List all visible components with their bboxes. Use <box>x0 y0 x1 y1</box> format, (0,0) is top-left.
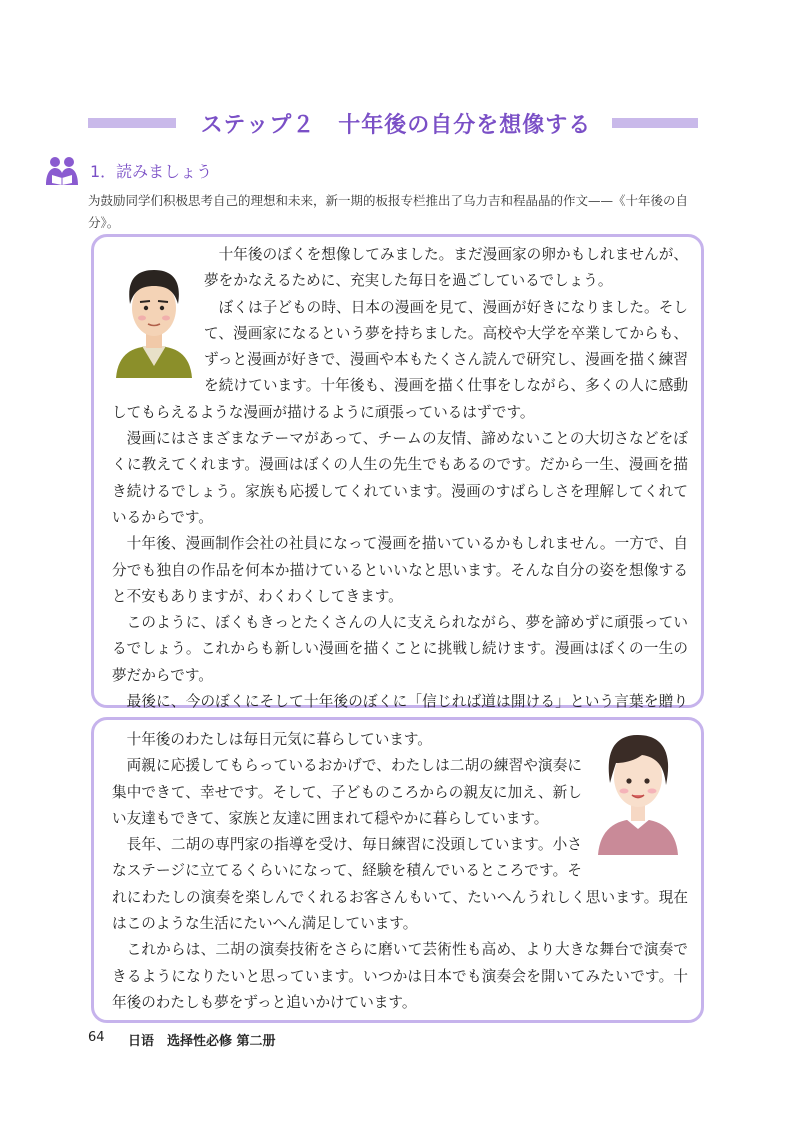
essay-box-2 <box>91 717 704 1023</box>
girl-portrait-icon <box>588 687 688 873</box>
essay-2-content <box>112 727 688 1016</box>
essay-2-paragraph: 両親に応援してもらっているおかげで、わたしは二胡の練習や演奏に集中できて、幸せです。そして、子どものころからの親友に加え、新しい友達もできて、家族と友達に囲まれて穏やかに暮らしています。 <box>112 757 582 827</box>
essay-1-paragraph: 十年後、漫画制作会社の社員になって漫画を描いているかもしれません。一方で、自分でも独自の作品を何本か描けているといいなと思います。そんな自分の姿を想像すると不安もありますが、わくわくしてきます。 <box>112 535 688 605</box>
essay-1-paragraph: このように、ぼくもきっとたくさんの人に支えられながら、夢を諦めずに頑張っているでしょう。これからも新しい漫画を描くことに挑戦し続けます。漫画はぼくの一生の夢だからです。 <box>112 614 688 684</box>
boy-portrait-icon <box>112 242 196 378</box>
essay-1-paragraph: 最後に、今のぼくにそして十年後のぼくに「信じれば道は開ける」という言葉を贈り <box>126 693 688 711</box>
essay-1-paragraph: 漫画にはさまざまなテーマがあって、チームの友情、諦めないことの大切さなどをぼくに教えてくれます。漫画はぼくの人生の先生でもあるのです。だから一生、漫画を描き続けるでしょう。家族も応援してくれています。漫画のすばらしさを理解してくれているからです。 <box>112 430 688 526</box>
essay-1-content <box>112 242 688 742</box>
title-decor-bar-right <box>612 118 698 128</box>
intro-text <box>88 190 698 234</box>
book-title: 日语 选择性必修 第二册 <box>128 1034 276 1049</box>
essay-2-paragraph: これからは、二胡の演奏技術をさらに磨いて芸術性も高め、より大きな舞台で演奏できるようになりたいと思っています。いつかは日本でも演奏会を開いてみたいです。十年後のわたしも夢をずっと追いかけています。 <box>112 941 688 1011</box>
essay-2-paragraph: 十年後のわたしは毎日元気に暮らしています。 <box>126 731 432 748</box>
essay-1-paragraph: 十年後のぼくを想像してみました。まだ漫画家の卵かもしれませんが、夢をかなえるために、充実した毎日を過ごしているでしょう。 <box>204 246 688 290</box>
essay-2-paragraph: 長年、二胡の専門家の指導を受け、毎日練習に没頭しています。小さなステージに立てるくらいになって、経験を積んでいるところです。それにわたしの演奏を楽しんでくれるお客さんもいて、たいへんうれしく思います。現在はこのような生活にたいへん満足しています。 <box>112 836 688 933</box>
section-heading: 1．読みましょう <box>90 162 213 181</box>
essay-1-paragraph: ぼくは子どもの時、日本の漫画を見て、漫画が好きになりました。そして、漫画家になるという夢を持ちました。高校や大学を卒業してからも、ずっと漫画が好きで、漫画や本もたくさん読んで研究し、漫画を描く練習を続けています。十年後も、漫画を描く仕事をしながら、多くの人に感動してもらえるような漫画が描けるように頑張っているはずです。 <box>112 298 688 421</box>
page-number: 64 <box>88 1030 105 1045</box>
title-decor-bar-left <box>88 118 176 128</box>
essay-box-1 <box>91 234 704 711</box>
people-reading-icon <box>44 155 80 185</box>
intro-paragraph: 为鼓励同学们积极思考自己的理想和未来，新一期的板报专栏推出了乌力吉和程晶晶的作文——《十年後の自分》。 <box>88 193 689 230</box>
page-title: ステップ２ 十年後の自分を想像する <box>200 113 592 138</box>
